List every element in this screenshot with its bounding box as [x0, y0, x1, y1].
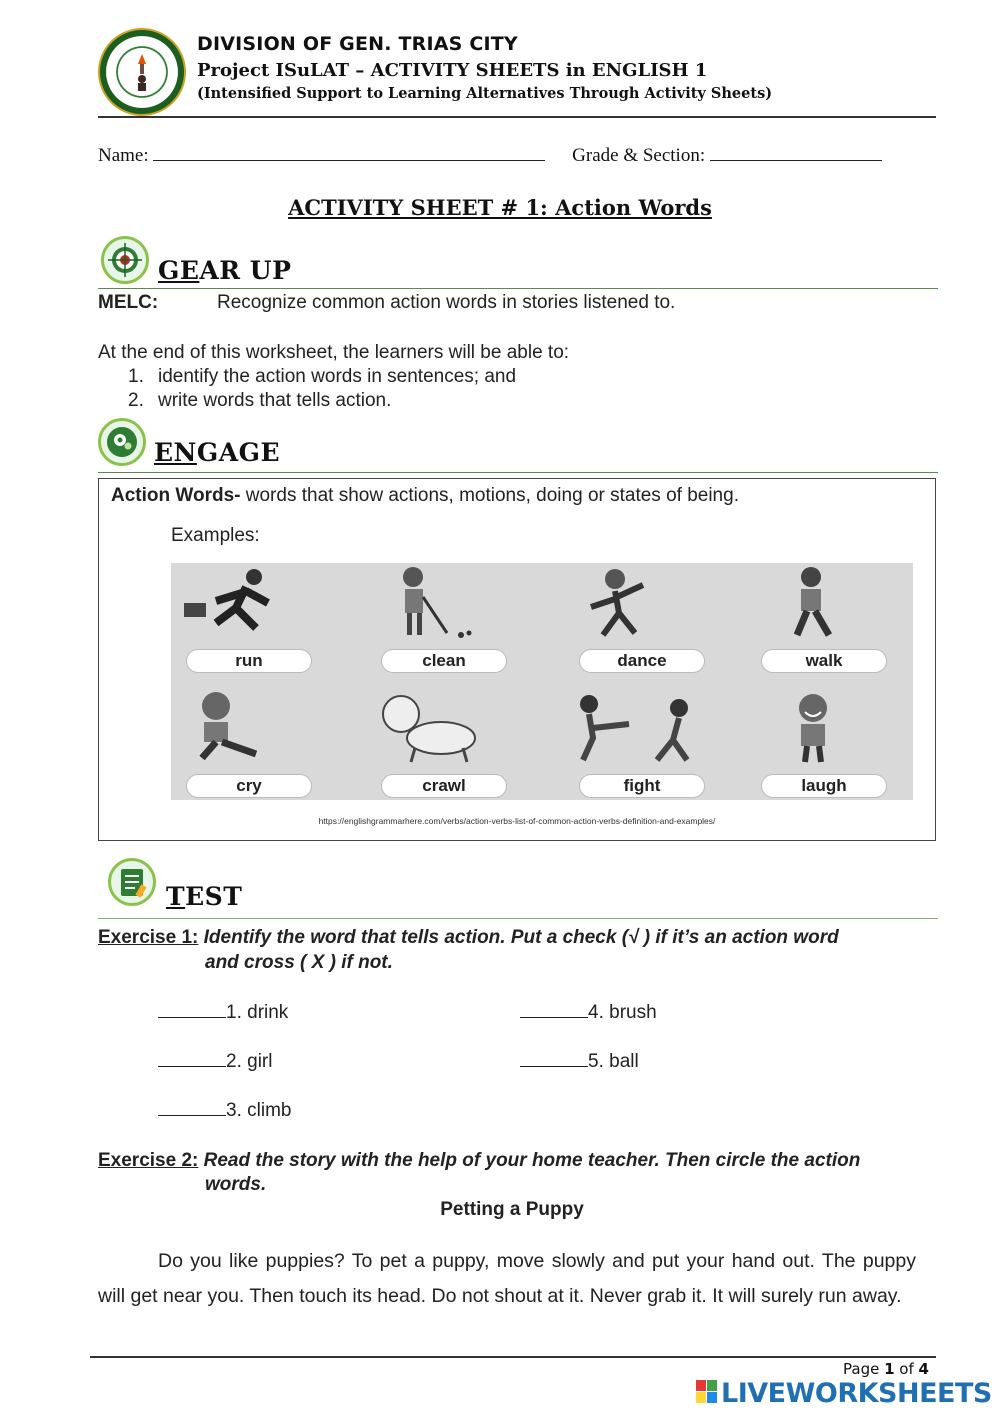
cleaning-boy-icon: [371, 563, 501, 643]
dancing-girl-icon: [569, 563, 699, 643]
test-rule: [98, 918, 938, 919]
engage-heading-rest: GAGE: [196, 438, 281, 467]
gear-up-heading-underlined: GE: [158, 256, 200, 285]
liveworksheets-logo[interactable]: [696, 1378, 992, 1409]
example-cell: [176, 563, 326, 673]
grade-section-blank[interactable]: [710, 143, 882, 161]
definition-text: words that show actions, motions, doing or states of being.: [240, 485, 739, 506]
test-heading-rest: EST: [185, 882, 243, 911]
example-cell: [569, 688, 719, 798]
example-cell: [176, 688, 326, 798]
story-text: Do you like puppies? To pet a puppy, move slowly and put your hand out. The puppy will get near you. Then touch its head. Do not shout at it. Never grab it. It will surely run away.: [98, 1250, 916, 1307]
example-cell: [569, 563, 719, 673]
exercise1-item: 4. brush: [520, 1001, 657, 1024]
exercise1-item: 5. ball: [520, 1050, 639, 1073]
activity-sheet-title: ACTIVITY SHEET # 1: Action Words: [288, 195, 712, 220]
example-label: cry: [186, 774, 312, 798]
definition-term: Action Words-: [111, 485, 241, 506]
exercise2-instruction-line1: Read the story with the help of your home teacher. Then circle the action: [203, 1150, 861, 1171]
image-source-link[interactable]: https://englishgrammarhere.com/verbs/action-verbs-list-of-common-action-verbs-definition-and-examples/: [318, 816, 716, 826]
answer-blank[interactable]: [158, 1001, 226, 1018]
division-seal-icon: [98, 28, 186, 116]
project-title: Project ISuLAT – ACTIVITY SHEETS in ENGLISH 1: [197, 60, 708, 81]
exercise1-label: Exercise 1:: [98, 927, 199, 948]
target-icon: [101, 236, 149, 284]
melc-row: [98, 292, 675, 314]
header-divider: [98, 116, 936, 118]
story-paragraph: [98, 1244, 916, 1313]
engage-heading: [154, 438, 280, 467]
answer-blank[interactable]: [158, 1050, 226, 1067]
engage-heading-underlined: EN: [154, 438, 197, 467]
objective-item: 2. write words that tells action.: [128, 390, 392, 411]
example-label: walk: [761, 649, 887, 673]
example-cell: [751, 688, 901, 798]
name-grade-row: [98, 143, 938, 167]
example-label: fight: [579, 774, 705, 798]
story-title: Petting a Puppy: [440, 1199, 584, 1220]
page-number: Page 1 of 4: [843, 1360, 929, 1378]
liveworksheets-wordmark: LIVEWORKSHEETS: [721, 1378, 992, 1409]
exercise2-label: Exercise 2:: [98, 1150, 199, 1171]
example-label: crawl: [381, 774, 507, 798]
walking-boy-icon: [751, 563, 881, 643]
gear-up-heading: [158, 256, 291, 285]
action-words-definition: [111, 485, 739, 507]
exercise1-instruction-line1: Identify the word that tells action. Put a check (√ ) if it’s an action word: [203, 927, 839, 948]
name-label: Name:: [98, 145, 149, 166]
exercise1-instruction-line2: and cross ( X ) if not.: [205, 952, 393, 973]
example-cell: [371, 563, 521, 673]
answer-blank[interactable]: [520, 1050, 588, 1067]
gear-up-heading-rest: AR UP: [199, 256, 292, 285]
example-cell: [371, 688, 521, 798]
gear-up-rule: [98, 288, 938, 289]
torch-figure-icon: [126, 52, 158, 92]
exercise1-item: 2. girl: [158, 1050, 272, 1073]
example-label: run: [186, 649, 312, 673]
example-label: dance: [579, 649, 705, 673]
crying-boy-icon: [176, 688, 306, 768]
project-subtitle: (Intensified Support to Learning Alternatives Through Activity Sheets): [197, 85, 773, 102]
grade-section-label: Grade & Section:: [572, 145, 706, 166]
exercise1-instruction: [98, 927, 839, 949]
fighting-kids-icon: [569, 688, 699, 768]
objective-item: 1. identify the action words in sentences; and: [128, 366, 517, 387]
answer-blank[interactable]: [520, 1001, 588, 1018]
name-blank[interactable]: [153, 143, 545, 161]
exercise2-instruction: [98, 1150, 860, 1172]
test-heading-underlined: T: [166, 882, 186, 911]
division-name: DIVISION OF GEN. TRIAS CITY: [197, 33, 518, 55]
liveworksheets-blocks-icon: [696, 1380, 718, 1404]
footer-divider: [90, 1356, 936, 1358]
head-gears-icon: [98, 418, 146, 466]
laughing-boy-icon: [751, 688, 881, 768]
exercise1-item: 1. drink: [158, 1001, 288, 1024]
objectives-intro: At the end of this worksheet, the learners will be able to:: [98, 342, 570, 363]
checklist-icon: [108, 858, 156, 906]
melc-text: Recognize common action words in stories listened to.: [217, 292, 676, 313]
example-cell: [751, 563, 901, 673]
engage-rule: [98, 472, 938, 473]
action-examples-image: [171, 563, 913, 800]
test-heading: [166, 882, 242, 911]
exercise1-item: 3. climb: [158, 1099, 291, 1122]
example-label: laugh: [761, 774, 887, 798]
melc-label: MELC:: [98, 292, 159, 313]
crawling-baby-icon: [371, 688, 501, 768]
running-man-icon: [176, 563, 306, 643]
answer-blank[interactable]: [158, 1099, 226, 1116]
examples-label: Examples:: [171, 525, 260, 546]
exercise2-instruction-line2: words.: [205, 1174, 267, 1195]
example-label: clean: [381, 649, 507, 673]
